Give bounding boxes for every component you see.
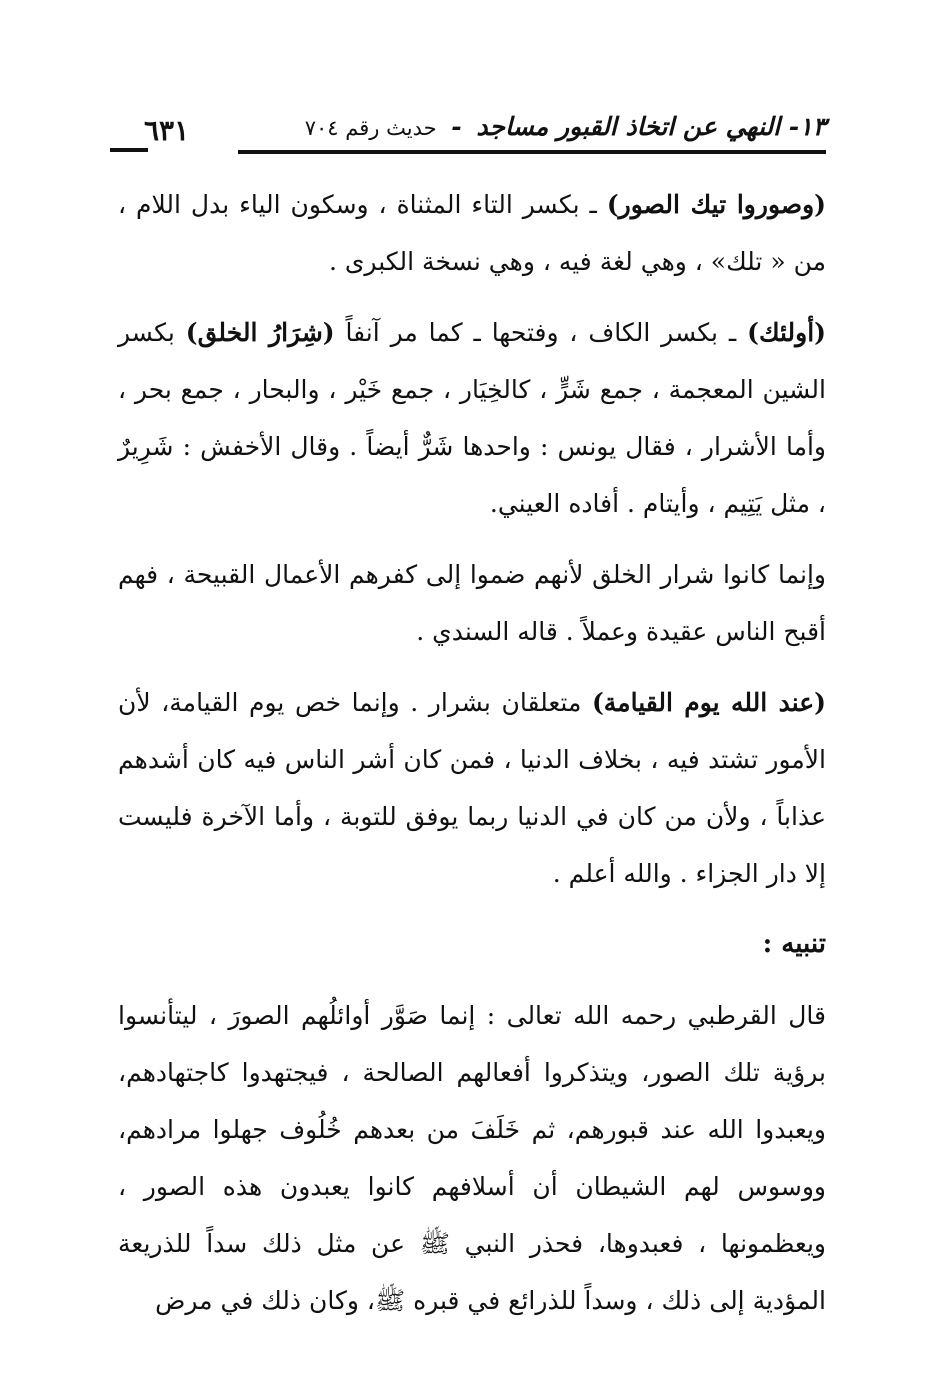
paragraph-text: بكسر الشين المعجمة ، جمع شَرٍّ ، كالخِيَار ، جمع خَيْر ، والبحار ، جمع بحر ، وأما الأشرار ، فقال يونس : واحدها شَرٌّ أيضاً . وقال الأخفش : شَرِيرٌ ، مثل يَتِيم ، وأيتام . أفاده العيني. <box>118 318 826 518</box>
quoted-phrase: (شِرَارُ الخلق) <box>185 318 335 347</box>
paragraph-text: قال القرطبي رحمه الله تعالى : إنما صَوَّر أوائلُهم الصورَ ، ليتأنسوا برؤية تلك الصور، ويتذكروا أفعالهم الصالحة ، فيجتهدوا كاجتهادهم، ويعبدوا الله عند قبورهم، ثم خَلَفَ من بعدهم خُلُوف جهلوا مرادهم، ووسوس لهم الشيطان أن أسلافهم كانوا يعبدون هذه الصور ، ويعظمونها ، فعبدوها، فحذر النبي ﷺ عن مثل ذلك سداً للذريعة المؤدية إلى ذلك ، وسداً للذرائع في قبره ﷺ، وكان ذلك في مرض <box>118 1001 826 1315</box>
page-body <box>118 176 826 1343</box>
paragraph-yawm-al-qiyama <box>118 674 826 902</box>
paragraph-text: متعلقان بشرار . وإنما خص يوم القيامة، لأن الأمور تشتد فيه ، بخلاف الدنيا ، فمن كان أشر الناس فيه كان أشدهم عذاباً ، ولأن من كان في الدنيا ربما يوفق للتوبة ، وأما الآخرة فليست إلا دار الجزاء . والله أعلم . <box>118 688 826 888</box>
paragraph-tayka-as-suwar <box>118 176 826 290</box>
paragraph-text: وإنما كانوا شرار الخلق لأنهم ضموا إلى كفرهم الأعمال القبيحة ، فهم أقبح الناس عقيدة وعملاً . قاله السندي . <box>118 560 826 646</box>
header-rule <box>238 150 826 154</box>
quoted-phrase: (وصوروا تيك الصور) <box>606 190 826 219</box>
hadith-number: حديث رقم ٧٠٤ <box>304 116 437 140</box>
quoted-phrase: (أولئك) <box>747 318 827 347</box>
page-header <box>118 112 826 156</box>
paragraph-text: ـ بكسر التاء المثناة ، وسكون الياء بدل اللام ، من « تلك» ، وهي لغة فيه ، وهي نسخة الكبرى . <box>118 190 826 276</box>
quoted-phrase: (عند الله يوم القيامة) <box>591 688 826 717</box>
page-number: ٦٣١ <box>144 114 190 147</box>
paragraph-qurtubi <box>118 987 826 1329</box>
paragraph-shirar <box>118 546 826 660</box>
chapter-title: ١٣- النهي عن اتخاذ القبور مساجد <box>476 112 826 141</box>
running-head <box>305 112 826 141</box>
paragraph-ulaika <box>118 304 826 532</box>
note-heading: تنبيه : <box>762 929 826 959</box>
header-separator: - <box>451 112 462 141</box>
page-number-dash <box>110 148 148 152</box>
paragraph-text: ـ بكسر الكاف ، وفتحها ـ كما مر آنفاً <box>334 318 748 347</box>
